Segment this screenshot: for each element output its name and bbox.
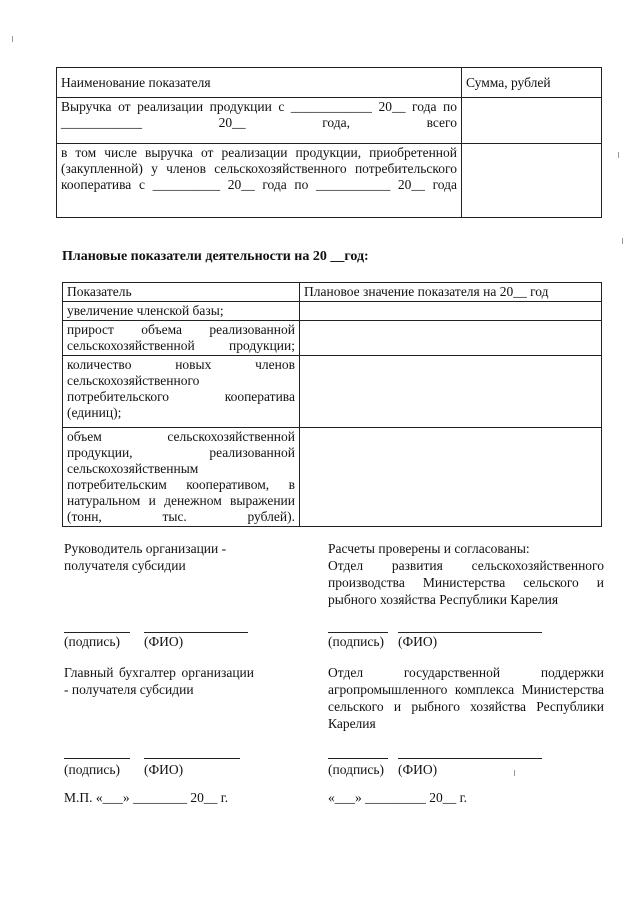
col-header-sum: Сумма, рублей [462,68,602,98]
signature-caption: (подпись) [64,762,121,777]
signature-line [64,618,130,633]
scan-mark [622,238,623,244]
name-line [398,618,542,633]
plan-indicators-table [62,282,602,527]
revenue-total-value [462,98,602,144]
head-signatory: Руководитель организации - получателя субсидии [64,541,227,573]
scan-mark [12,36,13,42]
department-support: Отдел государственной поддержки агропромышленного комплекса Министерства сельского и рыбного хозяйства Республики Карелия [328,665,604,731]
signature-caption: (подпись) [328,634,385,649]
section-title: Плановые показатели деятельности на 20 __год: [62,249,369,264]
signature-caption: (подпись) [64,634,121,649]
plan-row-value [300,428,602,527]
name-caption: (ФИО) [398,634,438,649]
signature-line [328,618,388,633]
stamp-date-line: М.П. «___» ________ 20__ г. [64,790,229,805]
col-header-indicator: Наименование показателя [57,68,462,98]
revenue-table [56,67,602,218]
col-header-indicator: Показатель [63,283,300,302]
chief-accountant: Главный бухгалтер организации - получателя субсидии [64,665,254,697]
revenue-total-label: Выручка от реализации продукции с ____________ 20__ года по ____________ 20__ года, всего [57,98,462,144]
name-line [398,744,542,759]
plan-row-value [300,356,602,428]
checked-heading: Расчеты проверены и согласованы: [328,541,530,556]
name-line [144,744,240,759]
signature-line [64,744,130,759]
department-development: Отдел развития сельскохозяйственного производства Министерства сельского и рыбного хозяйства Республики Карелия [328,558,604,607]
col-header-plan: Плановое значение показателя на 20__ год [300,283,602,302]
plan-row-label: прирост объема реализованной сельскохозяйственной продукции; [63,321,300,356]
date-line: «___» _________ 20__ г. [328,790,468,805]
plan-row-label: количество новых членов сельскохозяйственного потребительского кооператива (единиц); [63,356,300,428]
revenue-members-value [462,144,602,218]
scan-mark [514,770,515,776]
name-caption: (ФИО) [144,634,184,649]
plan-row-value [300,302,602,321]
revenue-members-label: в том числе выручка от реализации продукции, приобретенной (закупленной) у членов сельскохозяйственного потребительского кооператива с __________ 20__ года по ___________ 20__ года [57,144,462,218]
name-caption: (ФИО) [144,762,184,777]
scan-mark [618,152,619,158]
signature-caption: (подпись) [328,762,385,777]
name-caption: (ФИО) [398,762,438,777]
plan-row-label: увеличение членской базы; [63,302,300,321]
name-line [144,618,248,633]
plan-row-label: объем сельскохозяйственной продукции, реализованной сельскохозяйственным потребительским кооперативом, в натуральном и денежном выражении (тонн, тыс. рублей). [63,428,300,527]
plan-row-value [300,321,602,356]
signature-line [328,744,388,759]
